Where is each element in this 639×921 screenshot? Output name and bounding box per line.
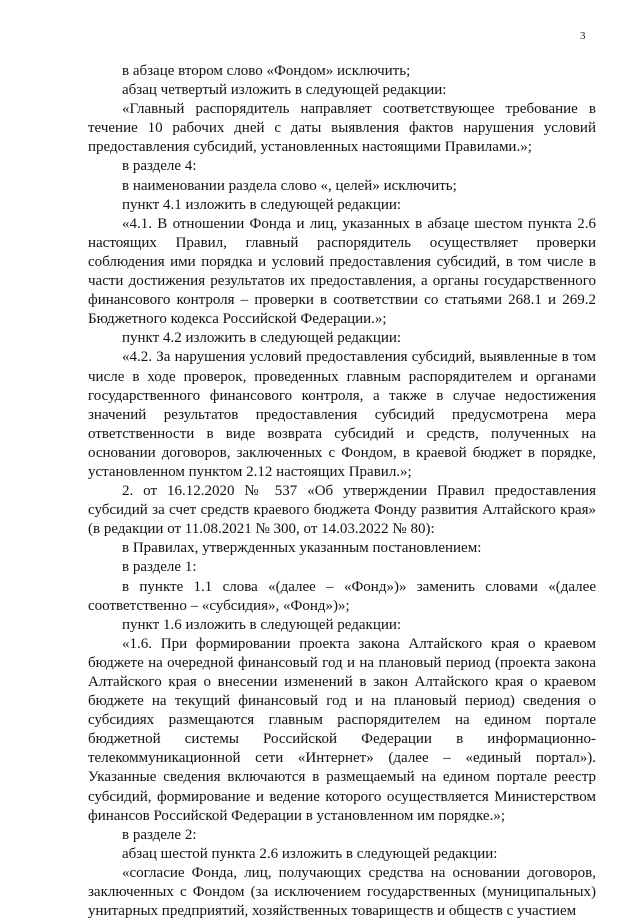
paragraph: «4.1. В отношении Фонда и лиц, указанных в абзаце шестом пункта 2.6 настоящих Правил, главный распорядитель осуществляет проверки соблюдения ими порядка и условий предоставления субсидий, в том числе в части достижения результатов их предоставления, а органы государственного финансового контроля – проверки в соответствии со статьями 268.1 и 269.2 Бюджетного кодекса Российской Федерации.»;: [88, 215, 596, 328]
paragraph: в разделе 1:: [122, 559, 197, 576]
paragraph: «4.2. За нарушения условий предоставления субсидий, выявленные в том числе в ходе проверок, проведенных главным распорядителем и органами государственного финансового контроля, а также в случае недостижения значений результатов предоставления субсидий предусмотрена мера ответственности в виде возврата субсидий и средств, полученных на основании договоров, заключенных с Фондом, в краевой бюджет в порядке, установленном пунктом 2.12 настоящих Правил.»;: [88, 349, 596, 480]
paragraph: абзац шестой пункта 2.6 изложить в следующей редакции:: [122, 845, 498, 862]
paragraph: пункт 4.1 изложить в следующей редакции:: [122, 196, 402, 213]
paragraph: «Главный распорядитель направляет соответствующее требование в течение 10 рабочих дней с даты выявления фактов нарушения условий предоставления субсидий, установленных настоящими Правилами.»;: [88, 101, 596, 156]
paragraph: абзац четвертый изложить в следующей редакции:: [122, 82, 447, 99]
paragraph: пункт 4.2 изложить в следующей редакции:: [122, 330, 402, 347]
paragraph: «1.6. При формировании проекта закона Алтайского края о краевом бюджете на очередной финансовый год и на плановый период (проекта закона Алтайского края о внесении изменений в закон Алтайского края о краевом бюджете на текущий финансовый год и на плановый период) сведения о субсидиях размещаются главным распорядителем на едином портале бюджетной системы Российской Федерации в информационно-телекоммуникационной сети «Интернет» (далее – «единый портал»). Указанные сведения включаются в размещаемый на едином портале реестр субсидий, формирование и ведение которого осуществляется Министерством финансов Российской Федерации в установленном им порядке.»;: [88, 635, 596, 824]
page-number: 3: [580, 30, 586, 42]
paragraph: в разделе 2:: [122, 826, 197, 843]
paragraph: в пункте 1.1 слова «(далее – «Фонд»)» заменить словами «(далее соответственно – «субсидия», «Фонд»)»;: [88, 578, 596, 614]
paragraph: в абзаце втором слово «Фондом» исключить;: [122, 63, 411, 79]
paragraph: пункт 1.6 изложить в следующей редакции:: [122, 616, 402, 633]
paragraph: 2. от 16.12.2020 № 537 «Об утверждении Правил предоставления субсидий за счет средств краевого бюджета Фонду развития Алтайского края» (в редакции от 11.08.2021 № 300, от 14.03.2022 № 80):: [88, 483, 596, 538]
paragraph: в Правилах, утвержденных указанным постановлением:: [122, 540, 482, 557]
paragraph: в наименовании раздела слово «, целей» исключить;: [122, 177, 457, 194]
paragraph: «согласие Фонда, лиц, получающих средства на основании договоров, заключенных с Фондом (за исключением государственных (муниципальных) унитарных предприятий, хозяйственных товариществ и обществ с участием: [88, 864, 596, 920]
document-body: [88, 62, 596, 921]
paragraph: в разделе 4:: [122, 158, 197, 175]
